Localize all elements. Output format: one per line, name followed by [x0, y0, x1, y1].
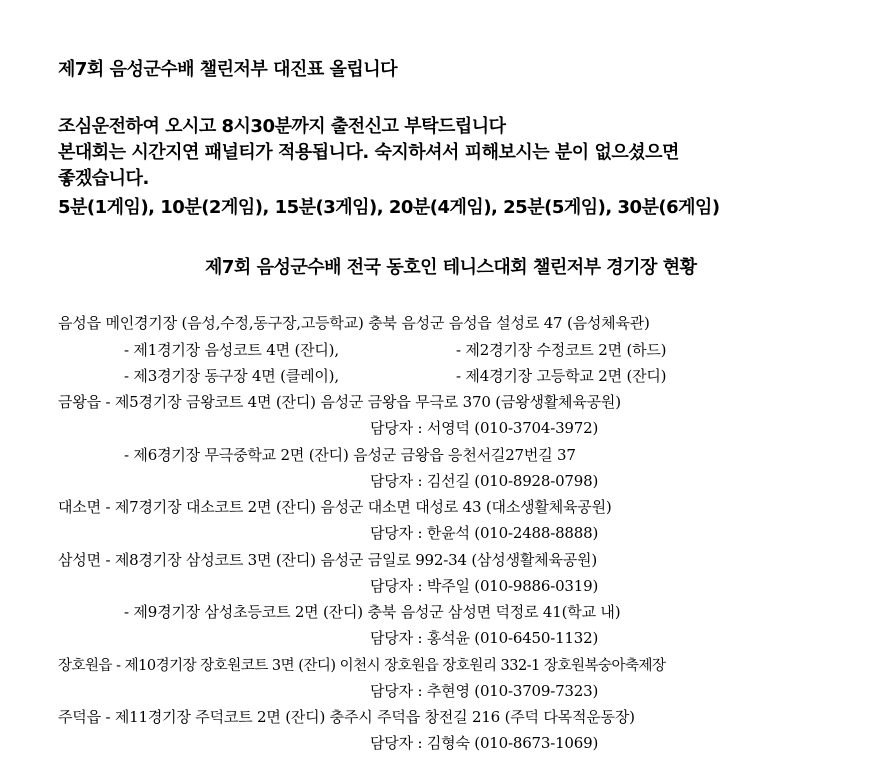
section-title: 제7회 음성군수배 전국 동호인 테니스대회 챌린저부 경기장 현황 — [205, 257, 697, 278]
court-7-contact: 담당자 : 한윤석 (010-2488-8888) — [370, 524, 599, 542]
court-10-contact: 담당자 : 추현영 (010-3709-7323) — [370, 682, 599, 700]
court-9-contact: 담당자 : 홍석윤 (010-6450-1132) — [370, 629, 599, 647]
court-5: 금왕읍 - 제5경기장 금왕코트 4면 (잔디) 음성군 금왕읍 무극로 370 (금왕생활체육공원) — [58, 393, 621, 411]
notice-line-3: 좋겠습니다. — [58, 168, 149, 189]
court-11: 주덕읍 - 제11경기장 주덕코트 2면 (잔디) 충주시 주덕읍 창전길 216 (주덕 다목적운동장) — [58, 708, 635, 726]
court-3: - 제3경기장 동구장 4면 (클레이), — [124, 367, 339, 385]
court-6-contact: 담당자 : 김선길 (010-8928-0798) — [370, 472, 599, 490]
court-7: 대소면 - 제7경기장 대소코트 2면 (잔디) 음성군 대소면 대성로 43 (대소생활체육공원) — [58, 498, 612, 516]
court-6: - 제6경기장 무극중학교 2면 (잔디) 음성군 금왕읍 응천서길27번길 37 — [124, 446, 576, 464]
court-11-contact: 담당자 : 김형숙 (010-8673-1069) — [370, 734, 599, 752]
court-10: 장호원읍 - 제10경기장 장호원코트 3면 (잔디) 이천시 장호원읍 장호원리 332-1 장호원복숭아축제장 — [58, 658, 666, 674]
notice-line-1: 조심운전하여 오시고 8시30분까지 출전신고 부탁드립니다 — [58, 116, 506, 137]
court-2: - 제2경기장 수정코트 2면 (하드) — [456, 341, 667, 359]
court-1: - 제1경기장 음성코트 4면 (잔디), — [124, 341, 339, 359]
court-8-contact: 담당자 : 박주일 (010-9886-0319) — [370, 577, 599, 595]
court-5-contact: 담당자 : 서영덕 (010-3704-3972) — [370, 419, 599, 437]
court-8: 삼성면 - 제8경기장 삼성코트 3면 (잔디) 음성군 금일로 992-34 (삼성생활체육공원) — [58, 551, 597, 569]
venue-main: 음성읍 메인경기장 (음성,수정,동구장,고등학교) 충북 음성군 음성읍 설성로 47 (음성체육관) — [58, 314, 650, 332]
notice-line-2: 본대회는 시간지연 패널티가 적용됩니다. 숙지하셔서 피해보시는 분이 없으셨으면 — [58, 142, 679, 163]
penalty-line: 5분(1게임), 10분(2게임), 15분(3게임), 20분(4게임), 25분(5게임), 30분(6게임) — [58, 197, 720, 218]
court-9: - 제9경기장 삼성초등코트 2면 (잔디) 충북 음성군 삼성면 덕정로 41(학교 내) — [124, 603, 621, 621]
court-4: - 제4경기장 고등학교 2면 (잔디) — [456, 367, 667, 385]
notice-title: 제7회 음성군수배 챌린저부 대진표 올립니다 — [58, 59, 398, 80]
